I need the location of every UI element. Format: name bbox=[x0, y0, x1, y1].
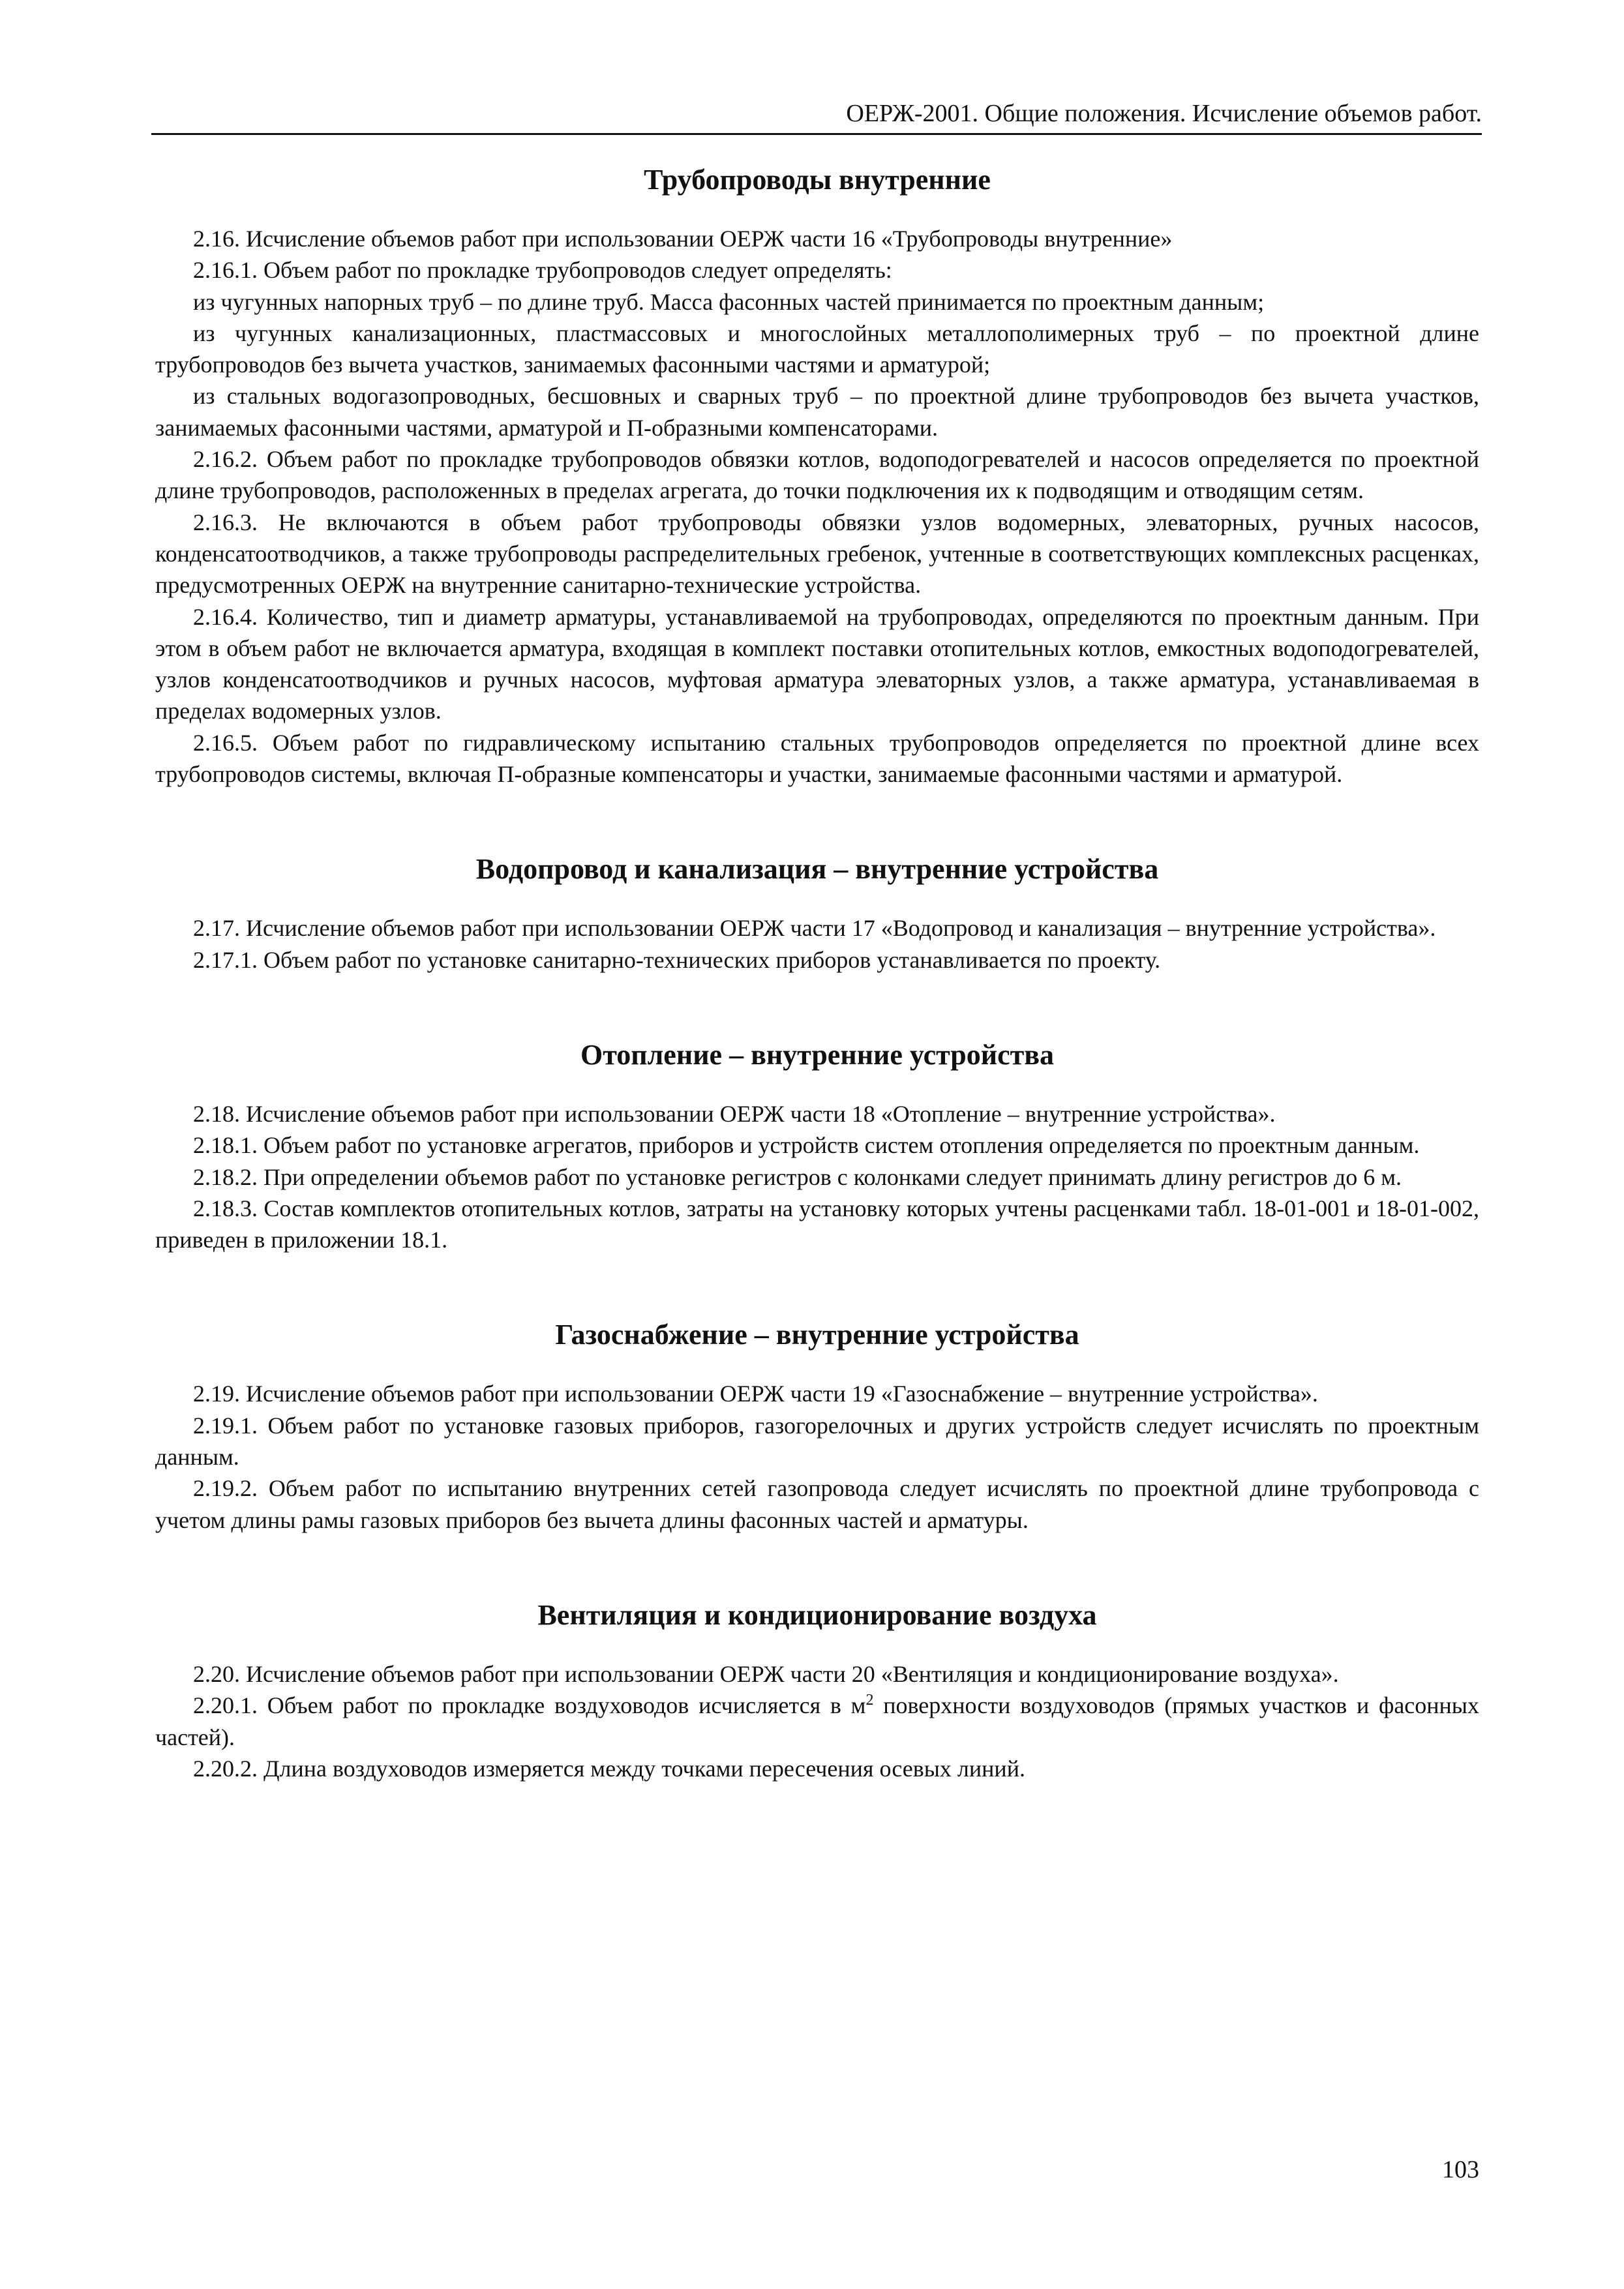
section-heading: Водопровод и канализация – внутренние устройства bbox=[475, 853, 1159, 886]
paragraph-text: поверхности воздуховодов (прямых участков и фасонных частей). bbox=[155, 1692, 1479, 1750]
paragraph-2-16-1: 2.16.1. Объем работ по прокладке трубопроводов следует определять: bbox=[193, 257, 892, 284]
running-header: ОЕРЖ-2001. Общие положения. Исчисление объемов работ. bbox=[846, 100, 1482, 127]
paragraph-2-16: 2.16. Исчисление объемов работ при использовании ОЕРЖ части 16 «Трубопроводы внутренние» bbox=[193, 226, 1173, 252]
superscript: 2 bbox=[865, 1692, 874, 1709]
section-heading: Газоснабжение – внутренние устройства bbox=[555, 1319, 1079, 1351]
page-number: 103 bbox=[1442, 2156, 1479, 2183]
section-heading: Отопление – внутренние устройства bbox=[580, 1038, 1054, 1071]
paragraph-2-17: 2.17. Исчисление объемов работ при использовании ОЕРЖ части 17 «Водопровод и канализация – внутренние устройства». bbox=[193, 915, 1436, 942]
header-rule bbox=[151, 133, 1482, 135]
paragraph-text: 2.20.1. Объем работ по прокладке воздуховодов исчисляется в м bbox=[193, 1692, 866, 1719]
page-content bbox=[155, 163, 1479, 1784]
paragraph-cast-iron-pressure: из чугунных напорных труб – по длине труб. Масса фасонных частей принимается по проектным данным; bbox=[193, 288, 1265, 315]
paragraph-2-19-2: 2.19.2. Объем работ по испытанию внутренних сетей газопровода следует исчислять по проектной длине трубопровода с учетом длины рамы газовых приборов без вычета длины фасонных частей и арматуры. bbox=[155, 1475, 1479, 1533]
section-internal-pipelines bbox=[155, 163, 1479, 790]
paragraph-2-20-1 bbox=[155, 1690, 1479, 1753]
section-ventilation bbox=[155, 1598, 1479, 1784]
paragraph-steel-pipes: из стальных водогазопроводных, бесшовных и сварных труб – по проектной длине трубопроводов без вычета участков, занимаемых фасонными частями, арматурой и П-образными компенсаторами. bbox=[155, 383, 1479, 441]
paragraph-2-20: 2.20. Исчисление объемов работ при использовании ОЕРЖ части 20 «Вентиляция и кондиционирование воздуха». bbox=[193, 1660, 1339, 1687]
paragraph-2-20-2: 2.20.2. Длина воздуховодов измеряется между точками пересечения осевых линий. bbox=[193, 1755, 1025, 1782]
paragraph-2-18: 2.18. Исчисление объемов работ при использовании ОЕРЖ части 18 «Отопление – внутренние устройства». bbox=[193, 1100, 1276, 1127]
paragraph-2-17-1: 2.17.1. Объем работ по установке санитарно-технических приборов устанавливается по проекту. bbox=[193, 946, 1161, 973]
section-heading: Вентиляция и кондиционирование воздуха bbox=[537, 1598, 1097, 1631]
section-heating bbox=[155, 1038, 1479, 1255]
section-gas-supply bbox=[155, 1318, 1479, 1535]
paragraph-2-18-2: 2.18.2. При определении объемов работ по установке регистров с колонками следует принимать длину регистров до 6 м. bbox=[193, 1163, 1402, 1190]
paragraph-2-19-1: 2.19.1. Объем работ по установке газовых приборов, газогорелочных и других устройств следует исчислять по проектным данным. bbox=[155, 1412, 1479, 1471]
section-water-sewer bbox=[155, 852, 1479, 976]
paragraph-2-18-1: 2.18.1. Объем работ по установке агрегатов, приборов и устройств систем отопления определяется по проектным данным. bbox=[193, 1132, 1420, 1159]
paragraph-2-18-3: 2.18.3. Состав комплектов отопительных котлов, затраты на установку которых учтены расценками табл. 18-01-001 и 18-01-002, приведен в приложении 18.1. bbox=[155, 1195, 1479, 1253]
paragraph-2-16-2: 2.16.2. Объем работ по прокладке трубопроводов обвязки котлов, водоподогревателей и насосов определяется по проектной длине трубопроводов, расположенных в пределах агрегата, до точки подключения их к подводящим и отводящим сетям. bbox=[155, 446, 1479, 504]
paragraph-2-19: 2.19. Исчисление объемов работ при использовании ОЕРЖ части 19 «Газоснабжение – внутренние устройства». bbox=[193, 1381, 1318, 1407]
paragraph-2-16-5: 2.16.5. Объем работ по гидравлическому испытанию стальных трубопроводов определяется по проектной длине всех трубопроводов системы, включая П-образные компенсаторы и участки, занимаемые фасонными частями и арматурой. bbox=[155, 729, 1479, 788]
paragraph-cast-iron-sewer: из чугунных канализационных, пластмассовых и многослойных металлополимерных труб – по проектной длине трубопроводов без вычета участков, занимаемых фасонными частями и арматурой; bbox=[155, 320, 1479, 378]
paragraph-2-16-3: 2.16.3. Не включаются в объем работ трубопроводы обвязки узлов водомерных, элеваторных, ручных насосов, конденсатоотводчиков, а также трубопроводы распределительных гребенок, учтенные в соответствующих комплексных расценках, предусмотренных ОЕРЖ на внутренние санитарно-технические устройства. bbox=[155, 509, 1479, 599]
paragraph-2-16-4: 2.16.4. Количество, тип и диаметр арматуры, устанавливаемой на трубопроводах, определяются по проектным данным. При этом в объем работ не включается арматура, входящая в комплект поставки отопительных котлов, емкостных водоподогревателей, узлов конденсатоотводчиков и ручных насосов, муфтовая арматура элеваторных узлов, а также арматура, устанавливаемая в пределах водомерных узлов. bbox=[155, 603, 1479, 725]
section-heading: Трубопроводы внутренние bbox=[644, 164, 991, 196]
